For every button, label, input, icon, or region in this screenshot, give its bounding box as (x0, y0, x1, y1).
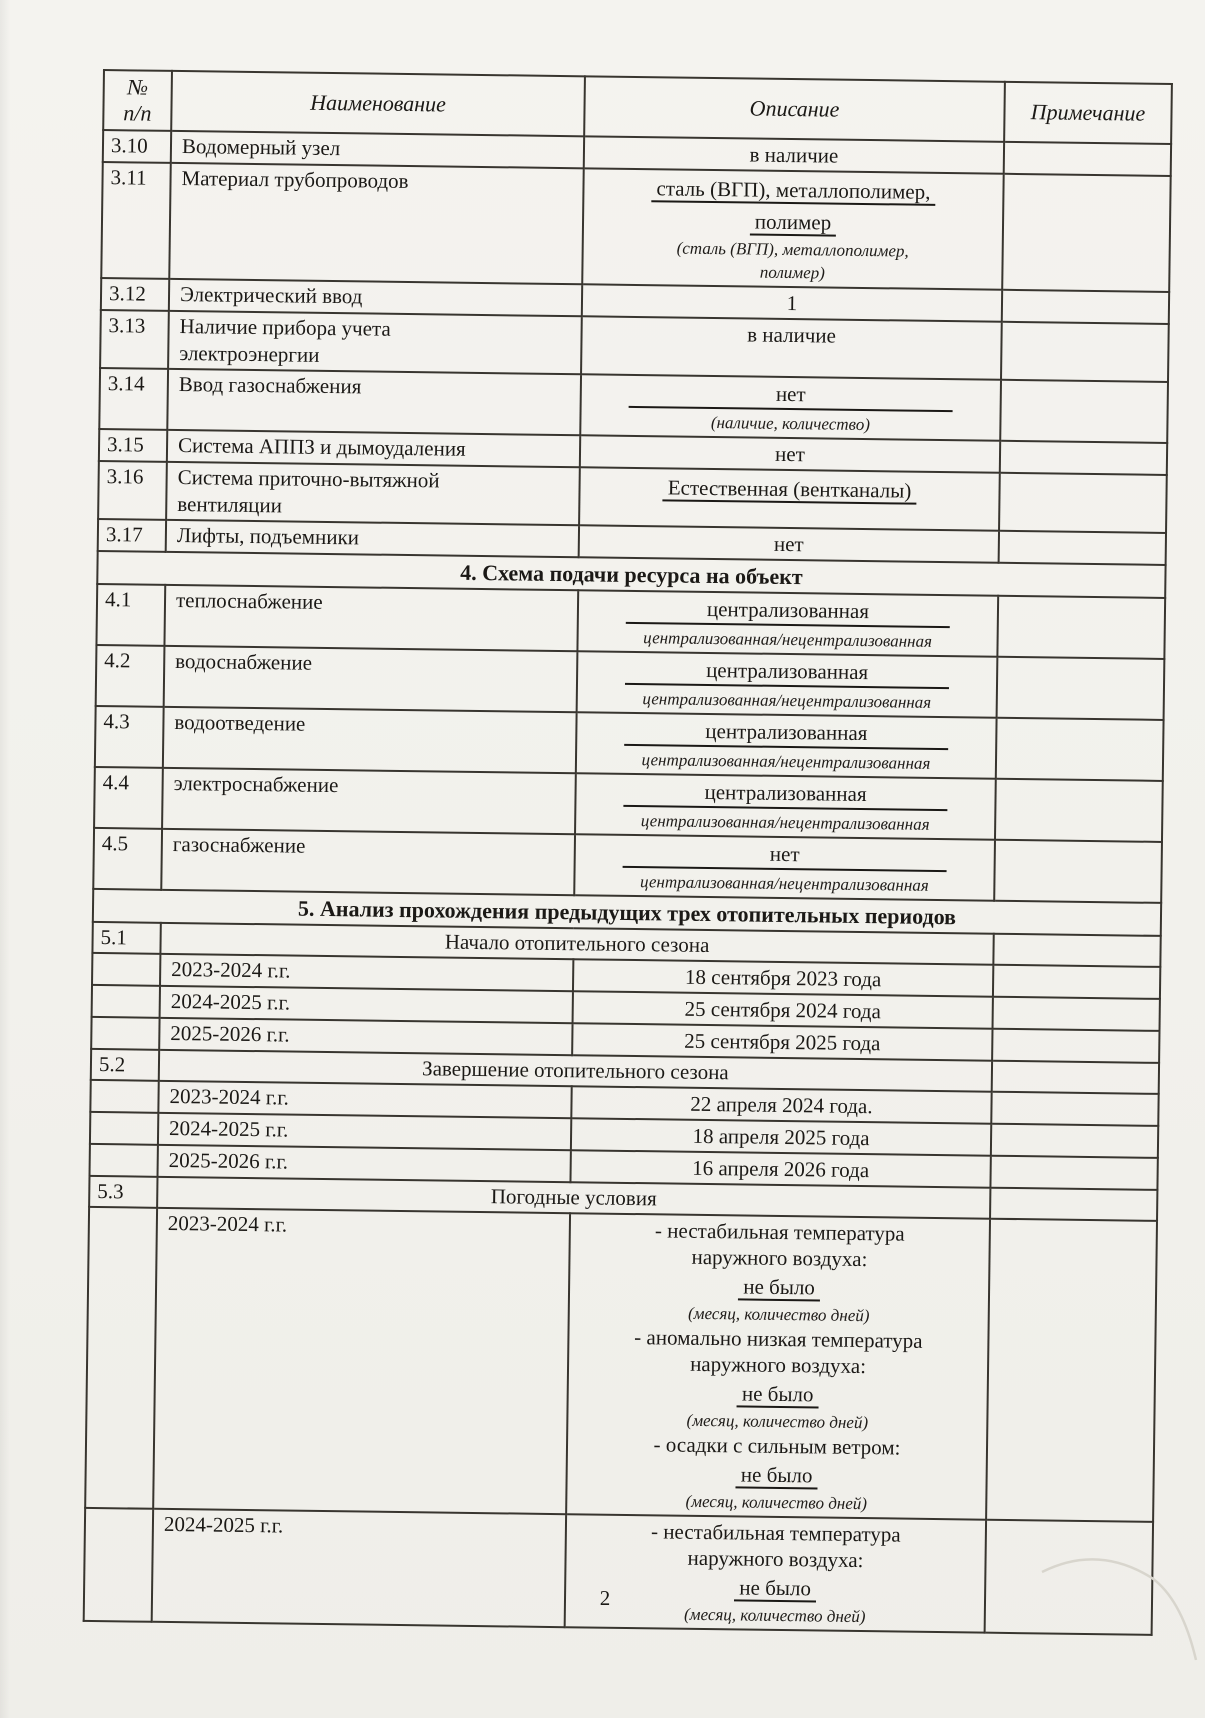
col-header-name: Наименование (171, 71, 585, 136)
table-body (84, 130, 1171, 1635)
row-name-cell: Водомерный узел (171, 131, 584, 168)
description-line: наружного воздуха: (687, 1545, 864, 1573)
description-line (582, 837, 988, 874)
row-num-cell: 3.13 (100, 310, 169, 369)
row-note-cell (992, 1061, 1159, 1094)
description-line: нет (773, 531, 804, 557)
data-row (101, 162, 1170, 292)
row-note-cell (1000, 441, 1167, 475)
row-note-cell (991, 1124, 1158, 1158)
row-name-cell: 2023-2024 г.г. (153, 1208, 570, 1514)
row-name-cell: Наличие прибора учета электроэнергии (168, 311, 582, 374)
row-note-cell (996, 718, 1164, 781)
description-hint: централизованная/нецентрализованная (642, 689, 932, 712)
description-line: 22 апреля 2024 года. (690, 1091, 873, 1119)
row-num-cell: 4.1 (96, 584, 165, 646)
row-num-cell (85, 1207, 157, 1509)
description-line: - нестабильная температура (650, 1519, 901, 1547)
row-note-cell (995, 779, 1163, 842)
underlined-value: не было (734, 1575, 816, 1602)
description-line: - осадки с сильным ветром: (653, 1432, 901, 1460)
row-name-cell: 2023-2024 г.г. (158, 1081, 571, 1118)
description-line (590, 203, 996, 240)
description-line (586, 470, 992, 507)
description-hint: централизованная/нецентрализованная (640, 811, 930, 834)
row-description-cell (574, 834, 995, 900)
description-line: 25 сентября 2024 года (684, 996, 882, 1024)
form-field-value: нет (622, 838, 947, 872)
row-num-cell: 4.2 (96, 645, 165, 707)
row-num-cell: 5.1 (92, 922, 160, 954)
underlined-value: сталь (ВГП), металлополимер, (651, 176, 935, 206)
row-note-cell (990, 1156, 1157, 1190)
description-line: 16 апреля 2026 года (692, 1155, 870, 1183)
description-hint: полимер) (759, 262, 826, 283)
underlined-value: не было (736, 1462, 818, 1489)
subheader-title: Начало отопительного сезона (160, 923, 993, 965)
row-description-cell (575, 773, 996, 839)
row-description-cell (566, 1213, 990, 1519)
row-note-cell (993, 965, 1160, 999)
row-num-cell: 3.14 (99, 368, 168, 430)
page-number: 2 (599, 1586, 611, 1610)
row-note-cell (999, 473, 1167, 533)
description-line (588, 377, 994, 414)
col-header-num (103, 70, 172, 131)
table-wrapper (83, 69, 1171, 1636)
description-hint: (месяц, количество дней) (683, 1604, 866, 1627)
row-name-cell: водоотведение (163, 707, 577, 773)
description-hint: (наличие, количество) (710, 412, 871, 435)
row-note-cell (1002, 290, 1169, 324)
row-num-cell (90, 1112, 158, 1145)
row-note-cell (999, 531, 1166, 565)
row-name-cell: Материал трубопроводов (169, 163, 583, 284)
description-line (573, 1456, 979, 1493)
underlined-value: не было (738, 1274, 820, 1301)
row-num-cell: 3.12 (101, 278, 169, 311)
col-header-description: Описание (584, 76, 1005, 141)
row-note-cell (991, 1092, 1158, 1126)
year-row (85, 1207, 1157, 1522)
row-note-cell (994, 840, 1162, 903)
row-num-cell: 3.16 (98, 461, 167, 520)
underlined-value: не было (737, 1381, 819, 1408)
row-num-cell: 5.3 (89, 1176, 157, 1208)
description-hint: централизованная/нецентрализованная (641, 750, 931, 773)
row-note-cell (1002, 174, 1171, 292)
row-name-cell: Лифты, подъемники (166, 520, 579, 557)
row-name-cell: 2024-2025 г.г. (152, 1509, 566, 1627)
description-hint: (месяц, количество дней) (686, 1410, 869, 1433)
row-note-cell (992, 1029, 1159, 1063)
row-num-cell: 4.5 (93, 828, 162, 890)
description-line (583, 715, 989, 752)
row-note-cell (997, 596, 1165, 659)
description-line: 18 апреля 2025 года (692, 1123, 870, 1151)
col-header-note: Примечание (1004, 82, 1172, 144)
row-num-cell (90, 1144, 158, 1177)
row-num-cell: 5.2 (91, 1049, 159, 1081)
row-description-cell (577, 590, 998, 656)
row-name-cell: газоснабжение (161, 829, 575, 895)
row-name-cell: 2024-2025 г.г. (158, 1113, 571, 1150)
row-num-cell: 4.3 (95, 706, 164, 768)
scan-edge-shadow (0, 0, 10, 1718)
row-description-cell (565, 1514, 986, 1632)
row-description-cell (581, 316, 1002, 379)
row-num-cell (92, 953, 160, 986)
form-field-value: централизованная (624, 716, 949, 750)
row-description-cell (579, 467, 1000, 530)
row-name-cell: Электрический ввод (169, 279, 582, 316)
row-num-cell (92, 985, 160, 1018)
description-line: в наличие (747, 322, 837, 348)
form-field-value: нет (628, 378, 953, 412)
row-description-cell (582, 168, 1003, 289)
row-num-cell: 3.10 (103, 130, 171, 163)
row-name-cell: Ввод газоснабжения (167, 369, 581, 435)
row-note-cell (997, 657, 1165, 720)
row-note-cell (986, 1219, 1157, 1522)
utilities-passport-table (83, 69, 1173, 1636)
subheader-title: Завершение отопительного сезона (159, 1050, 992, 1092)
row-name-cell: 2025-2026 г.г. (159, 1018, 572, 1055)
row-note-cell (993, 997, 1160, 1031)
description-hint: (сталь (ВГП), металлополимер, (676, 238, 909, 261)
description-line (582, 776, 988, 813)
description-line: в наличие (749, 142, 839, 168)
row-note-cell (1000, 380, 1168, 443)
description-line: наружного воздуха: (691, 1244, 868, 1272)
underlined-value: Естественная (вентканалы) (663, 475, 917, 504)
description-line: 18 сентября 2023 года (684, 964, 882, 992)
description-hint: централизованная/нецентрализованная (643, 628, 933, 651)
row-name-cell: водоснабжение (164, 646, 578, 712)
description-line (575, 1375, 981, 1412)
row-name-cell: 2024-2025 г.г. (160, 986, 573, 1023)
col-header-num-line2: п/п (123, 100, 152, 126)
row-note-cell (990, 1188, 1157, 1221)
row-note-cell (1001, 322, 1169, 382)
description-line: 1 (786, 290, 798, 316)
description-line (590, 171, 996, 208)
row-note-cell (985, 1520, 1153, 1635)
col-header-num-line1: № (127, 74, 149, 100)
description-line (585, 593, 991, 630)
year-row (84, 1508, 1153, 1635)
form-field-value: централизованная (625, 655, 950, 689)
row-note-cell (993, 934, 1160, 967)
row-description-cell (580, 374, 1001, 440)
subheader-title: Погодные условия (157, 1177, 990, 1219)
row-name-cell: теплоснабжение (164, 585, 578, 651)
description-line (584, 654, 990, 691)
row-num-cell: 3.11 (101, 162, 171, 279)
row-description-cell (576, 712, 997, 778)
description-line (576, 1268, 982, 1305)
description-line: - аномально низкая температура (634, 1325, 923, 1353)
row-name-cell: Система АППЗ и дымоудаления (167, 430, 580, 467)
row-num-cell: 4.4 (94, 767, 163, 829)
description-line: 25 сентября 2025 года (684, 1028, 881, 1056)
form-field-value: централизованная (623, 777, 948, 811)
form-field-value: централизованная (625, 594, 950, 628)
description-line: наружного воздуха: (690, 1351, 867, 1379)
description-hint: (месяц, количество дней) (687, 1303, 870, 1326)
description-hint: централизованная/нецентрализованная (639, 872, 929, 895)
row-num-cell: 3.17 (98, 519, 166, 552)
row-name-cell: 2025-2026 г.г. (158, 1145, 571, 1182)
row-name-cell: электроснабжение (162, 768, 576, 834)
row-num-cell: 3.15 (99, 429, 167, 462)
underlined-value: полимер (750, 209, 837, 236)
description-line: - нестабильная температура (654, 1218, 905, 1246)
row-num-cell (90, 1080, 158, 1113)
section-title: 4. Схема подачи ресурса на объект (97, 551, 1165, 598)
row-name-cell: 2023-2024 г.г. (160, 954, 573, 991)
row-name-cell: Система приточно-вытяжной вентиляции (166, 462, 580, 525)
row-note-cell (1004, 142, 1171, 176)
description-hint: (месяц, количество дней) (685, 1491, 868, 1514)
row-description-cell (577, 651, 998, 717)
row-num-cell (91, 1017, 159, 1050)
section-title: 5. Анализ прохождения предыдущих трех отопительных периодов (93, 889, 1161, 936)
description-line: нет (774, 441, 806, 467)
